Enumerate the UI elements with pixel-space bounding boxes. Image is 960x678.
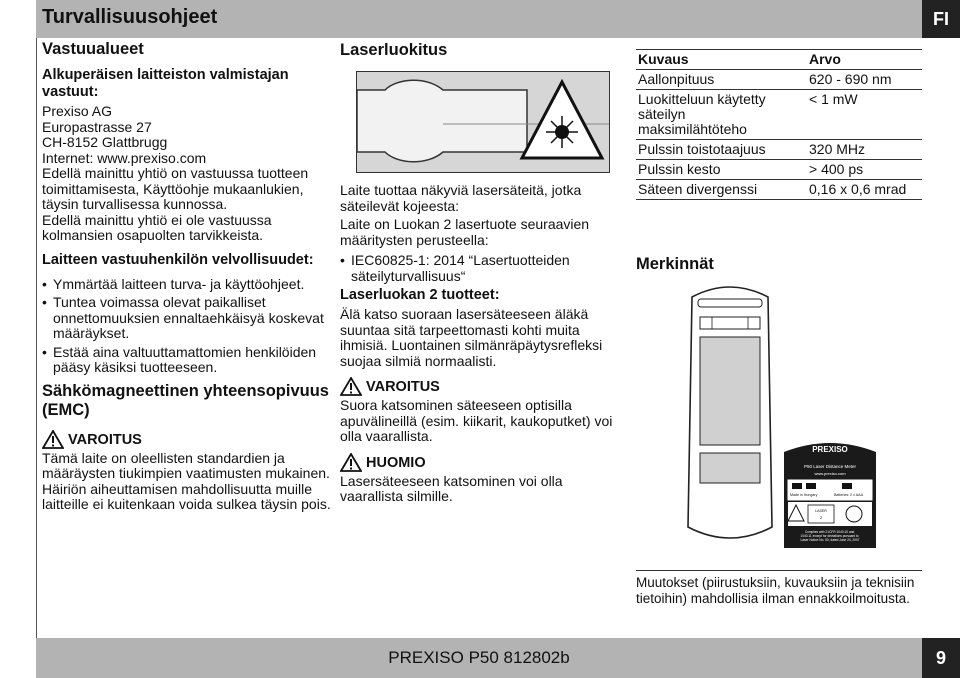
paragraph: Laite tuottaa näkyviä lasersäteitä, jotka säteilevät kojeesta: <box>340 182 582 214</box>
label-brand: PREXISO <box>812 445 848 454</box>
standards-list <box>340 253 628 284</box>
footer-text: PREXISO P50 812802b <box>388 648 570 667</box>
table-cell: Säteen divergenssi <box>636 180 807 200</box>
section-title-emc: Sähkömagneettinen yhteensopivuus (EMC) <box>42 381 329 419</box>
address-line: Prexiso AG <box>42 103 113 119</box>
laser-illustration <box>356 71 610 173</box>
table-cell: Aallonpituus <box>636 70 807 90</box>
section-title-laser: Laserluokitus <box>340 41 448 59</box>
column-laser-class <box>340 40 628 66</box>
subheading-duties: Laitteen vastuuhenkilön velvollisuudet: <box>42 251 314 268</box>
address-line: Europastrasse 27 <box>42 118 152 135</box>
warning-label: VAROITUS <box>68 431 142 448</box>
paragraph: Häiriön aiheuttamisen mahdollisuutta muille laitteille ei kuitenkaan voida sulkea täysin pois. <box>42 480 331 512</box>
recycle-icon <box>846 506 862 522</box>
column-responsibilities <box>42 40 334 513</box>
warning-heading <box>42 430 334 449</box>
table-header: Kuvaus <box>636 50 807 70</box>
paragraph: Lasersäteeseen katsominen voi olla vaarallista silmille. <box>340 472 563 504</box>
warning-triangle-icon <box>42 430 64 449</box>
table-row <box>636 90 922 140</box>
table-cell: < 1 mW <box>807 90 922 140</box>
language-tab: FI <box>922 0 960 38</box>
product-label <box>782 438 878 550</box>
table-header: Arvo <box>807 50 922 70</box>
laser-text <box>340 183 628 505</box>
paragraph: Laite on Luokan 2 lasertuote seuraavien määritysten perusteella: <box>340 216 590 248</box>
table-cell: 320 MHz <box>807 140 922 160</box>
table-cell: Luokitteluun käytetty säteilyn maksimilähtöteho <box>636 90 807 140</box>
footer-bar <box>36 638 922 678</box>
paragraph: Edellä mainittu yhtiö ei ole vastuussa kolmansien osapuolten tarvikkeista. <box>42 211 272 243</box>
subheading-class2: Laserluokan 2 tuotteet: <box>340 287 500 303</box>
warning-label: VAROITUS <box>366 379 440 395</box>
table-header-row <box>636 50 922 70</box>
laser-spec-table <box>636 49 922 200</box>
change-note: Muutokset (piirustuksiin, kuvauksiin ja teknisiin tietoihin) mahdollisia ilman ennakkoilmoitusta. <box>636 575 915 606</box>
table-cell: Pulssin toistotaajuus <box>636 140 807 160</box>
note-rule <box>636 570 922 571</box>
label-laser-text: LASER <box>815 509 827 513</box>
warning-triangle-icon <box>340 377 362 396</box>
duties-list <box>42 277 334 376</box>
warning-heading <box>340 377 628 396</box>
paragraph: Suora katsominen säteeseen optisilla apuvälineillä (esim. kiikarit, kaukoputket) voi olla vaarallista. <box>340 397 613 444</box>
table-cell: > 400 ps <box>807 160 922 180</box>
label-made-in: Made in Hungary <box>790 493 818 497</box>
laser-device-icon <box>357 72 609 172</box>
list-item: • Ymmärtää laitteen turva- ja käyttöohjeet. <box>42 277 334 293</box>
paragraph: Edellä mainittu yhtiö on vastuussa tuotteen toimittamisesta, Käyttöohje mukaanlukien, täysin turvallisessa kunnossa. <box>42 165 309 212</box>
list-item: • Tuntea voimassa olevat paikalliset onnettomuuksien ennaltaehkäisyä koskevat määräykset. <box>42 295 334 342</box>
paragraph: Älä katso suoraan lasersäteeseen äläkä suuntaa sitä tarpeettomasti kohti muita ihmisiä. Luontainen silmänräpäytysrefleksi suojaa silmiä normaalisti. <box>340 306 603 369</box>
subheading-manufacturer: Alkuperäisen laitteiston valmistajan vastuut: <box>42 67 289 100</box>
table-row <box>636 140 922 160</box>
list-item: • Estää aina valtuuttamattomien henkilöiden pääsy käsiksi tuotteeseen. <box>42 345 334 376</box>
table-row <box>636 160 922 180</box>
list-item: • IEC60825-1: 2014 “Lasertuotteiden säteilyturvallisuus“ <box>340 253 628 284</box>
address-line: CH-8152 Glattbrugg <box>42 134 168 150</box>
notice-heading <box>340 453 628 472</box>
warning-triangle-icon <box>340 453 362 472</box>
notice-label: HUOMIO <box>366 454 426 471</box>
table-cell: Pulssin kesto <box>636 160 807 180</box>
markings-title: Merkinnät <box>636 255 714 273</box>
manufacturer-address <box>42 104 334 166</box>
label-complies: Complies with 21CFR 1040.10 and 1040.11 except for deviations pursuant to Laser Notice No. 50, dated June 24, 2007 <box>800 530 860 542</box>
label-laser-class: 2 <box>820 516 822 520</box>
table-row <box>636 70 922 90</box>
left-rule <box>36 38 37 638</box>
table-cell: 0,16 x 0,6 mrad <box>807 180 922 200</box>
table-cell: 620 - 690 nm <box>807 70 922 90</box>
device-icon <box>682 277 778 552</box>
label-batteries: Batteries: 2 x AAA <box>834 493 863 497</box>
label-url: www.prexiso.com <box>814 471 846 476</box>
table-row <box>636 180 922 200</box>
label-model: P50 Laser Distance Meter <box>803 464 857 469</box>
section-title-responsibilities: Vastuualueet <box>42 40 144 58</box>
paragraph: Tämä laite on oleellisten standardien ja määräysten tiukimpien vaatimusten mukainen. <box>42 449 330 481</box>
page-title: Turvallisuusohjeet <box>42 6 218 28</box>
page-number: 9 <box>922 638 960 678</box>
address-line: Internet: www.prexiso.com <box>42 149 207 166</box>
